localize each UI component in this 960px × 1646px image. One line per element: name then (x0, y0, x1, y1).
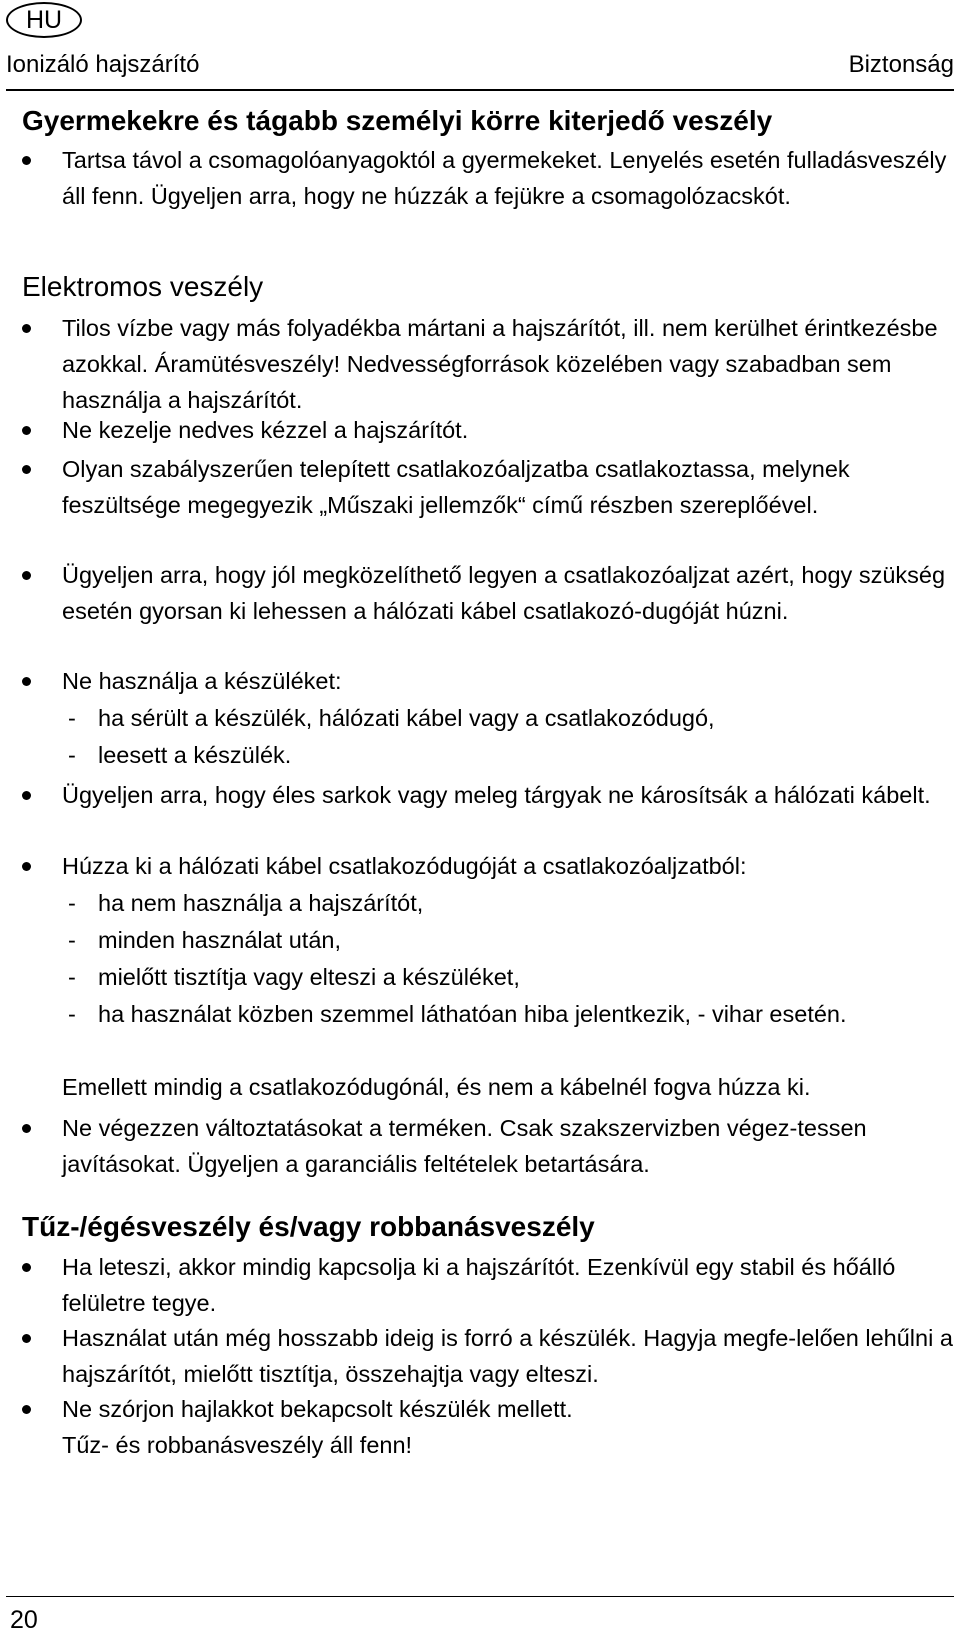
bullet-icon (22, 1334, 31, 1343)
list-item-text: Ha leteszi, akkor mindig kapcsolja ki a hajszárítót. Ezenkívül egy stabil és hőálló felületre tegye. (62, 1254, 896, 1316)
list-item-text: Ne kezelje nedves kézzel a hajszárítót. (62, 417, 469, 443)
dash-marker: - (68, 890, 76, 916)
list-item-text: Használat után még hosszabb ideig is forró a készülék. Hagyja megfe-lelően lehűlni a hajszárítót, mielőtt tisztítja, összehajtja vagy elteszi. (62, 1325, 953, 1387)
list-item (22, 557, 957, 629)
language-code: HU (25, 5, 63, 34)
sub-list-item (62, 959, 952, 995)
list-item-text: Húzza ki a hálózati kábel csatlakozódugóját a csatlakozóaljzatból: (62, 853, 747, 879)
list-item (22, 848, 957, 884)
bullet-icon (22, 1124, 31, 1133)
dash-marker: - (68, 1001, 76, 1027)
list-item-text: Tartsa távol a csomagolóanyagoktól a gyermekeket. Lenyelés esetén fulladásveszély áll fenn. Ügyeljen arra, hogy ne húzzák a fejükre a csomagolózacskót. (62, 147, 947, 209)
bullet-icon (22, 156, 31, 165)
list-item-text: Ne használja a készüléket: (62, 668, 342, 694)
sub-list-item-text: minden használat után, (98, 927, 341, 953)
sub-list-item-text: mielőtt tisztítja vagy elteszi a készüléket, (98, 964, 520, 990)
bullet-icon (22, 426, 31, 435)
electric-hazard-heading: Elektromos veszély (22, 271, 264, 302)
page-number: 20 (10, 1606, 38, 1634)
list-item-text: Ne végezzen változtatásokat a terméken. Csak szakszervizben végez-tessen javításokat. Ügyeljen a garanciális feltételek betartására. (62, 1115, 867, 1177)
list-item (22, 1110, 957, 1182)
sub-list-item (62, 996, 952, 1032)
list-item-text: Tilos vízbe vagy más folyadékba mártani a hajszárítót, ill. nem kerülhet érintkezésbe azokkal. Áramütésveszély! Nedvességforrások közelében vagy szabadban sem használja a hajszárítót. (62, 315, 938, 413)
sub-list-item-text: ha nem használja a hajszárítót, (98, 890, 424, 916)
bullet-icon (22, 1405, 31, 1414)
sub-list-item-text: ha használat közben szemmel láthatóan hiba jelentkezik, - vihar esetén. (98, 1001, 847, 1027)
list-item (22, 1249, 957, 1321)
dash-marker: - (68, 927, 76, 953)
list-item (22, 310, 957, 418)
sub-list-item-text: ha sérült a készülék, hálózati kábel vagy a csatlakozódugó, (98, 705, 715, 731)
dash-marker: - (68, 964, 76, 990)
dash-marker: - (68, 705, 76, 731)
list-item-text: Ügyeljen arra, hogy jól megközelíthető legyen a csatlakozóaljzat azért, hogy szükség esetén gyorsan ki lehessen a hálózati kábel csatlakozó-dugóját húzni. (62, 562, 946, 624)
list-item-text: Olyan szabályszerűen telepített csatlakozóaljzatba csatlakoztassa, melynek feszültsége megegyezik „Műszaki jellemzők“ című részben szereplőével. (62, 456, 850, 518)
bullet-icon (22, 677, 31, 686)
list-item (22, 451, 957, 523)
list-item (22, 142, 957, 214)
dash-marker: - (68, 742, 76, 768)
list-item (22, 777, 957, 813)
sub-list-item-text: leesett a készülék. (98, 742, 292, 768)
product-name: Ionizáló hajszárító (6, 51, 200, 78)
page-header (6, 50, 954, 80)
list-item-line: Tűz- és robbanásveszély áll fenn! (62, 1432, 413, 1458)
list-item (22, 663, 957, 699)
language-badge (6, 2, 82, 38)
bullet-icon (22, 862, 31, 871)
sub-list-item (62, 922, 952, 958)
sub-list-item (62, 737, 952, 773)
section-name: Biztonság (848, 51, 954, 78)
bullet-icon (22, 465, 31, 474)
footer-divider (6, 1596, 954, 1597)
children-hazard-heading: Gyermekekre és tágabb személyi körre kiterjedő veszély (22, 105, 773, 136)
list-item (22, 1391, 957, 1463)
list-item-line: Ne szórjon hajlakkot bekapcsolt készülék mellett. (62, 1396, 573, 1422)
fire-hazard-heading: Tűz-/égésveszély és/vagy robbanásveszély (22, 1211, 595, 1242)
bullet-icon (22, 1263, 31, 1272)
list-item-text: Ügyeljen arra, hogy éles sarkok vagy meleg tárgyak ne károsítsák a hálózati kábelt. (62, 782, 931, 808)
bullet-icon (22, 324, 31, 333)
list-item-note-text: Emellett mindig a csatlakozódugónál, és nem a kábelnél fogva húzza ki. (62, 1074, 811, 1100)
list-item (22, 1320, 957, 1392)
bullet-icon (22, 571, 31, 580)
sub-list-item (62, 885, 952, 921)
sub-list-item (62, 700, 952, 736)
list-item-note (22, 1069, 957, 1105)
list-item (22, 412, 957, 448)
bullet-icon (22, 791, 31, 800)
list-item-text (62, 1391, 957, 1463)
header-divider (6, 89, 954, 91)
